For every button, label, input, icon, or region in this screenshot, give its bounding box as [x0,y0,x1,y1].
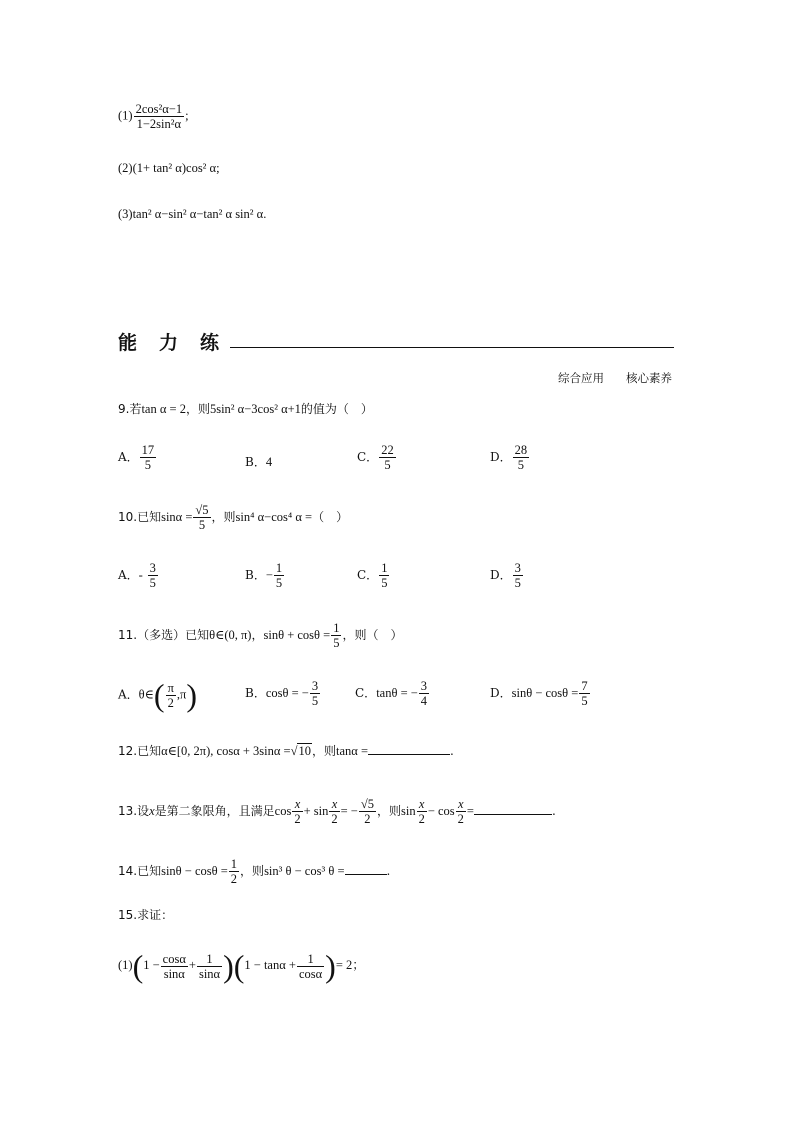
left-paren-icon: ( [153,677,165,713]
q13-answer-blank[interactable] [474,814,552,815]
q13-sin: sin [400,804,416,818]
q10-expression: sin⁴ α−cos⁴ α = [235,510,313,524]
q12-answer-blank[interactable] [368,754,450,755]
q10-option-b [245,561,285,590]
q10-suffix: （ ） [312,510,349,524]
q8-part1-end: ; [185,108,189,123]
option-label: C． [357,450,379,464]
heading-divider [230,347,674,348]
q10-fraction [193,503,210,532]
q9-prefix: 9.若 [118,402,142,416]
q14-prefix: 14.已知 [118,864,162,878]
q13-prefix: 13.设 [118,804,150,818]
denominator: 2 [294,812,301,826]
q15-frac1 [161,952,188,981]
q15-part1-label: (1) [118,957,133,972]
denominator: 5 [517,458,524,472]
denominator: 5 [198,518,206,532]
q13-equals2: = [466,804,474,818]
q11-fraction [331,621,341,650]
numerator: √5 [195,503,209,517]
q13-mid2: ，则 [376,804,401,818]
denominator: cosα [298,966,323,981]
option-label: A． [118,687,139,702]
q14-suffix: . [386,864,391,878]
q14-mid: ，则 [240,864,265,878]
numerator: 3 [311,679,319,693]
option-value: 4 [265,455,273,469]
numerator: x [456,797,466,812]
section-heading: 能力练 [118,332,242,354]
q14-answer-blank[interactable] [345,874,387,875]
numerator: 3 [149,561,156,575]
q11-condition: θ∈(0, π) [209,628,252,642]
numerator: x [417,797,427,812]
option-fraction [166,681,176,710]
q10-mid: ，则 [211,510,236,524]
option-sign: − [265,568,273,582]
q11-sep: ， [251,628,264,642]
q11-expression: sinθ + cosθ = [263,628,331,642]
q8-part3-expr: tan² α−sin² α−tan² α sin² α. [132,207,267,221]
q8-part1-fraction [134,102,185,131]
option-label: B． [245,455,266,469]
right-paren-icon: ) [223,948,234,984]
tag-comprehensive: 综合应用 [558,371,604,385]
right-paren-icon: ) [325,948,336,984]
q12-stem [118,743,454,759]
q9-option-d [490,443,530,472]
q14-stem [118,857,390,886]
option-sign: - [138,568,143,582]
q9-suffix: 的值为（ ） [300,402,373,416]
denominator: 5 [144,458,152,472]
q9-option-a [118,443,157,472]
left-paren-icon: ( [132,948,144,984]
numerator: 3 [514,561,521,575]
numerator: π [167,680,174,695]
q8-part2 [118,160,220,176]
q9-mid: ，则 [185,402,210,416]
option-fraction [579,679,589,708]
q8-part1-numerator: 2cos²α−1 [135,102,183,116]
option-fraction [148,561,158,590]
q11-prefix: 11.（多选）已知 [118,628,210,642]
q13-frac4 [456,797,466,826]
denominator: 5 [311,694,319,708]
q14-expression: sin³ θ − cos³ θ = [264,864,345,878]
numerator: 1 [275,561,283,575]
numerator: 7 [581,679,588,693]
q13-frac1 [292,797,302,826]
numerator: 3 [420,679,428,693]
denominator: 2 [457,812,464,826]
q15-frac2 [197,952,222,981]
option-label: A． [118,568,139,582]
numerator: 1 [381,561,388,575]
q13-stem [118,797,556,826]
q8-part2-expr: (1+ tan² α)cos² α; [132,161,220,175]
option-label: D． [490,686,512,700]
option-text: tanθ = − [376,686,418,700]
denominator: 5 [581,694,588,708]
denominator: 2 [167,695,174,710]
q12-sqrt: √10 [290,744,311,758]
q12-mid: ，则 [311,744,336,758]
radicand: 10 [298,744,311,758]
option-fraction [513,443,530,472]
denominator: 2 [364,812,371,826]
q13-suffix: . [551,804,556,818]
q10-prefix: 10.已知 [118,510,162,524]
left-paren-icon: ( [233,948,245,984]
tag-core-literacy: 核心素养 [626,371,672,385]
q15-term1: 1 − [143,957,160,972]
numerator: 1 [297,952,324,967]
q9-expression: 5sin² α−3cos² α+1 [209,402,301,416]
q11-stem [118,621,402,650]
option-label: A． [118,450,139,464]
denominator: 5 [333,636,340,650]
q12-expression: tanα = [336,744,368,758]
option-text: sinθ − cosθ = [511,686,579,700]
q11-option-c [355,679,430,708]
q12-suffix: . [450,744,454,758]
q11-suffix: ，则（ ） [342,628,403,642]
q13-equals: = − [340,804,358,818]
q12-prefix: 12.已知 [118,744,162,758]
q13-frac2 [329,797,339,826]
q15-plus: + [188,957,196,972]
numerator: 1 [197,952,222,967]
denominator: 5 [514,576,521,590]
option-text: θ∈ [138,687,154,702]
q13-frac3 [417,797,427,826]
q10-option-c [357,561,390,590]
q9-stem [118,401,373,417]
denominator: 2 [331,812,338,826]
numerator: x [329,797,339,812]
q13-mid1: 是第二象限角，且满足 [154,804,275,818]
option-fraction [379,443,396,472]
option-label: C． [357,568,379,582]
q9-option-c [357,443,397,472]
q10-option-d [490,561,524,590]
q12-condition: α∈[0, 2π), cosα + 3sinα = [161,744,291,758]
q8-part1-denominator: 1−2sin²α [136,117,182,131]
q8-part3-label: (3) [118,207,133,221]
numerator: 1 [230,857,238,871]
denominator: 5 [381,576,388,590]
q11-option-b [245,679,321,708]
q9-option-b [245,453,272,470]
numerator: 17 [141,443,155,457]
option-fraction [513,561,523,590]
numerator: √5 [360,797,374,811]
denominator: 5 [384,458,391,472]
section-tags [558,370,672,386]
option-fraction [310,679,320,708]
q14-lhs: sinθ − cosθ = [161,864,228,878]
q15-part1 [118,950,365,982]
numerator: 28 [514,443,528,457]
option-label: B． [245,568,266,582]
q14-fraction [229,857,239,886]
q13-plus-sin: + sin [303,804,329,818]
q15-frac3 [297,952,324,981]
denominator: 2 [418,812,425,826]
numerator: cosα [162,951,186,966]
option-fraction [274,561,284,590]
q15-stem: 15.求证： [118,908,174,922]
q10-stem [118,503,348,532]
q11-option-d [490,679,591,708]
q13-rhs [359,797,376,826]
option-label: D． [490,568,512,582]
denominator: 2 [230,872,238,886]
option-label: D． [490,450,512,464]
option-label: B． [245,686,266,700]
right-paren-icon: ) [186,677,197,713]
numerator: x [292,797,302,812]
option-label: C． [355,686,377,700]
denominator: 4 [420,694,428,708]
denominator: sinα [163,966,185,981]
q11-option-a [118,679,197,711]
q8-part3 [118,206,266,222]
q8-part2-label: (2) [118,161,133,175]
q10-option-a [118,561,159,590]
q13-var: x [149,804,155,818]
numerator: 1 [333,621,340,635]
option-tail: ,π [176,687,187,702]
denominator: 5 [275,576,283,590]
q9-condition: tan α = 2 [141,402,186,416]
q15-term2: 1 − tanα + [244,957,296,972]
q13-cos: cos [274,804,292,818]
numerator: 22 [381,443,394,457]
option-fraction [379,561,389,590]
q8-part1 [118,102,189,131]
denominator: sinα [198,966,221,981]
q15-rhs: = 2； [335,957,365,972]
denominator: 5 [149,576,156,590]
option-fraction [140,443,157,472]
q10-lhs: sinα = [161,510,193,524]
q8-part1-label: (1) [118,108,133,123]
q13-minus-cos: − cos [427,804,455,818]
option-text: cosθ = − [265,686,309,700]
option-fraction [419,679,429,708]
